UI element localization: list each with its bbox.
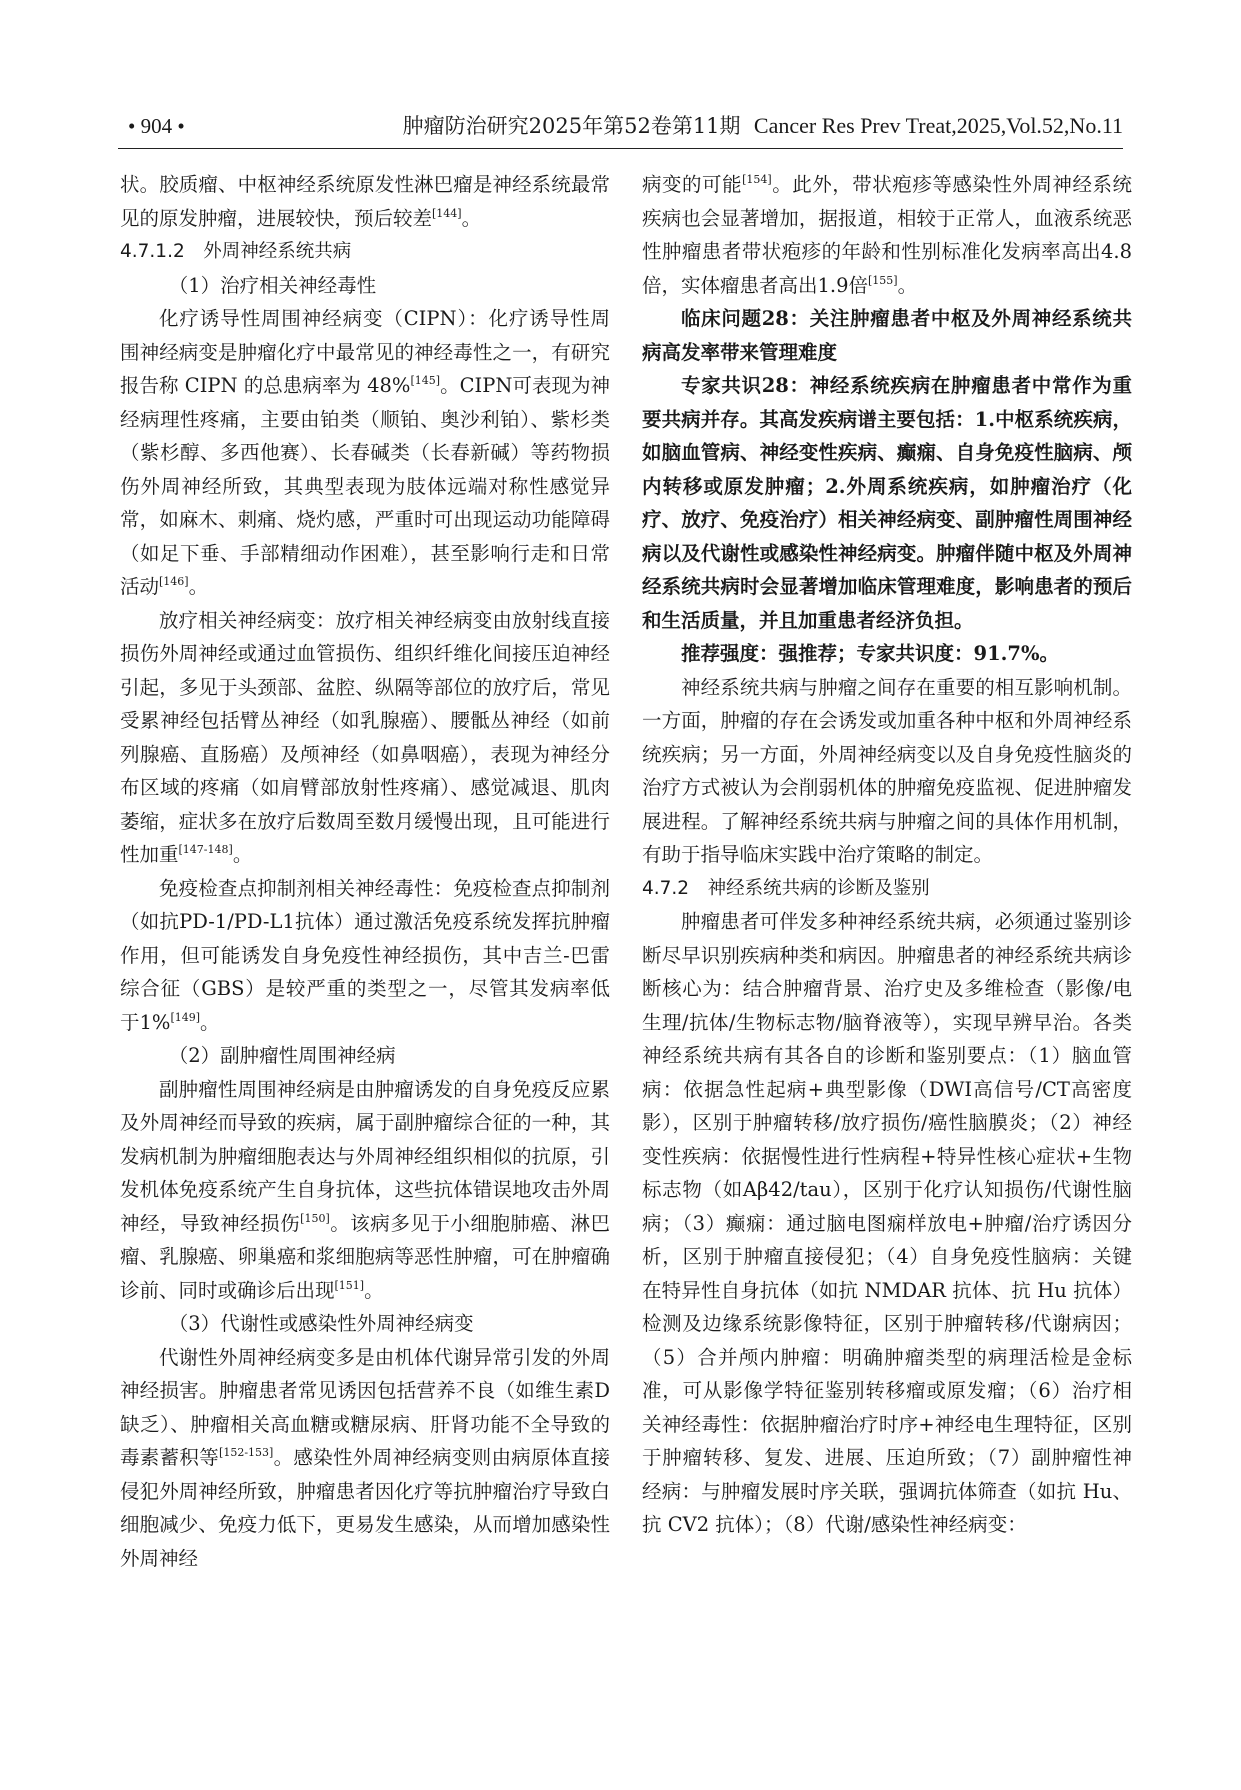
left-column	[120, 168, 610, 1575]
clinical-question: 临床问题28：关注肿瘤患者中枢及外周神经系统共病高发率带来管理难度	[642, 307, 1132, 364]
citation: [150]	[300, 1211, 330, 1225]
citation: [145]	[410, 374, 441, 387]
paragraph: 免疫检查点抑制剂相关神经毒性：免疫检查点抑制剂（如抗PD-1/PD-L1抗体）通过激活免疫系统发挥抗肿瘤作用，但可能诱发自身免疫性神经损伤，其中吉兰-巴雷综合征（GBS）是较严重的类型之一，尽管其发病率低于1%[149]。	[120, 876, 610, 1034]
journal-title-en: Cancer Res Prev Treat,2025,Vol.52,No.11	[753, 113, 1123, 138]
paragraph: 放疗相关神经病变：放疗相关神经病变由放射线直接损伤外周神经或通过血管损伤、组织纤维化间接压迫神经引起，多见于头颈部、盆腔、纵隔等部位的放疗后，常见受累神经包括臂丛神经（如乳腺癌）、腰骶丛神经（如前列腺癌、直肠癌）及颅神经（如鼻咽癌），表现为神经分布区域的疼痛（如肩臂部放射性疼痛）、感觉减退、肌肉萎缩，症状多在放疗后数周至数月缓慢出现，且可能进行性加重[147-148]。	[120, 608, 610, 866]
expert-consensus: 专家共识28：神经系统疾病在肿瘤患者中常作为重要共病并存。其高发疾病谱主要包括：1.中枢系统疾病，如脑血管病、神经变性疾病、癫痫、自身免疫性脑病、颅内转移或原发肿瘤；2.外周系统疾病，如肿瘤治疗（化疗、放疗、免疫治疗）相关神经病变、副肿瘤性周围神经病以及代谢性或感染性神经病变。肿瘤伴随中枢及外周神经系统共病时会显著增加临床管理难度，影响患者的预后和生活质量，并且加重患者经济负担。	[642, 374, 1132, 632]
page-number: • 904 •	[128, 114, 185, 138]
subsection-heading: （2）副肿瘤性周围神经病	[168, 1044, 396, 1067]
paragraph: 副肿瘤性周围神经病是由肿瘤诱发的自身免疫反应累及外周神经而导致的疾病，属于副肿瘤综合征的一种，其发病机制为肿瘤细胞表达与外周神经组织相似的抗原，引发机体免疫系统产生自身抗体，这些抗体错误地攻击外周神经，导致神经损伤[150]。该病多见于小细胞肺癌、淋巴瘤、乳腺癌、卵巢癌和浆细胞病等恶性肿瘤，可在肿瘤确诊前、同时或确诊后出现[151]。	[120, 1077, 610, 1302]
header-rule	[118, 148, 1123, 149]
recommendation-strength: 推荐强度：强推荐；专家共识度：91.7%。	[681, 642, 1060, 665]
citation: [151]	[334, 1278, 365, 1292]
citation: [155]	[868, 273, 898, 287]
running-header	[118, 106, 1123, 146]
journal-title-cn: 肿瘤防治研究2025年第52卷第11期	[402, 114, 741, 138]
paragraph: 化疗诱导性周围神经病变（CIPN）：化疗诱导性周围神经病变是肿瘤化疗中最常见的神经毒性之一，有研究报告称 CIPN 的总患病率为 48%[145]。CIPN可表现为神经病理性疼痛，主要由铂类（顺铂、奥沙利铂）、紫杉类（紫杉醇、多西他赛）、长春碱类（长春新碱）等药物损伤外周神经所致，其典型表现为肢体远端对称性感觉异常，如麻木、刺痛、烧灼感，严重时可出现运动功能障碍（如足下垂、手部精细动作困难），甚至影响行走和日常活动[146]。	[120, 307, 610, 598]
citation: [147-148]	[178, 843, 233, 856]
paragraph: 代谢性外周神经病变多是由机体代谢异常引发的外周神经损害。肿瘤患者常见诱因包括营养不良（如维生素D缺乏）、肿瘤相关高血糖或糖尿病、肝肾功能不全导致的毒素蓄积等[152-153]。感染性外周神经病变则由病原体直接侵犯外周神经所致，肿瘤患者因化疗等抗肿瘤治疗导致白细胞减少、免疫力低下，更易发生感染，从而增加感染性外周神经	[120, 1345, 610, 1570]
paragraph: 状。胶质瘤、中枢神经系统原发性淋巴瘤是神经系统最常见的原发肿瘤，进展较快，预后较差[144]。	[120, 173, 610, 230]
right-column	[642, 168, 1132, 1542]
section-heading: 4.7.2 神经系统共病的诊断及鉴别	[642, 877, 930, 899]
paragraph: 肿瘤患者可伴发多种神经系统共病，必须通过鉴别诊断尽早识别疾病种类和病因。肿瘤患者的神经系统共病诊断核心为：结合肿瘤背景、治疗史及多维检查（影像/电生理/抗体/生物标志物/脑脊液等），实现早辨早治。各类神经系统共病有其各自的诊断和鉴别要点：（1）脑血管病：依据急性起病+典型影像（DWI高信号/CT高密度影），区别于肿瘤转移/放疗损伤/癌性脑膜炎；（2）神经变性疾病：依据慢性进行性病程+特异性核心症状+生物标志物（如Aβ42/tau），区别于化疗认知损伤/代谢性脑病；（3）癫痫：通过脑电图痫样放电+肿瘤/治疗诱因分析，区别于肿瘤直接侵犯；（4）自身免疫性脑病：关键在特异性自身抗体（如抗 NMDAR 抗体、抗 Hu 抗体）检测及边缘系统影像特征，区别于肿瘤转移/代谢病因；（5）合并颅内肿瘤：明确肿瘤类型的病理活检是金标准，可从影像学特征鉴别转移瘤或原发瘤；（6）治疗相关神经毒性：依据肿瘤治疗时序+神经电生理特征，区别于肿瘤转移、复发、进展、压迫所致；（7）副肿瘤性神经病：与肿瘤发展时序关联，强调抗体筛查（如抗 Hu、抗 CV2 抗体）；（8）代谢/感染性神经病变：	[642, 910, 1132, 1536]
citation: [152-153]	[219, 1446, 274, 1459]
subsection-heading: （1）治疗相关神经毒性	[168, 273, 377, 297]
citation: [154]	[742, 173, 772, 186]
citation: [146]	[159, 575, 189, 588]
journal-citation	[403, 106, 1123, 146]
citation: [144]	[432, 206, 462, 220]
paragraph: 神经系统共病与肿瘤之间存在重要的相互影响机制。一方面，肿瘤的存在会诱发或加重各种中枢和外周神经系统疾病；另一方面，外周神经病变以及自身免疫性脑炎的治疗方式被认为会削弱机体的肿瘤免疫监视、促进肿瘤发展进程。了解神经系统共病与肿瘤之间的具体作用机制，有助于指导临床实践中治疗策略的制定。	[642, 675, 1132, 866]
citation: [149]	[170, 1010, 201, 1024]
paragraph: 病变的可能[154]。此外，带状疱疹等感染性外周神经系统疾病也会显著增加，据报道，相较于正常人，血液系统恶性肿瘤患者带状疱疹的年龄和性别标准化发病率高出4.8倍，实体瘤患者高出1.9倍[155]。	[642, 173, 1132, 297]
section-heading: 4.7.1.2 外周神经系统共病	[120, 241, 352, 262]
subsection-heading: （3）代谢性或感染性外周神经病变	[168, 1312, 474, 1335]
